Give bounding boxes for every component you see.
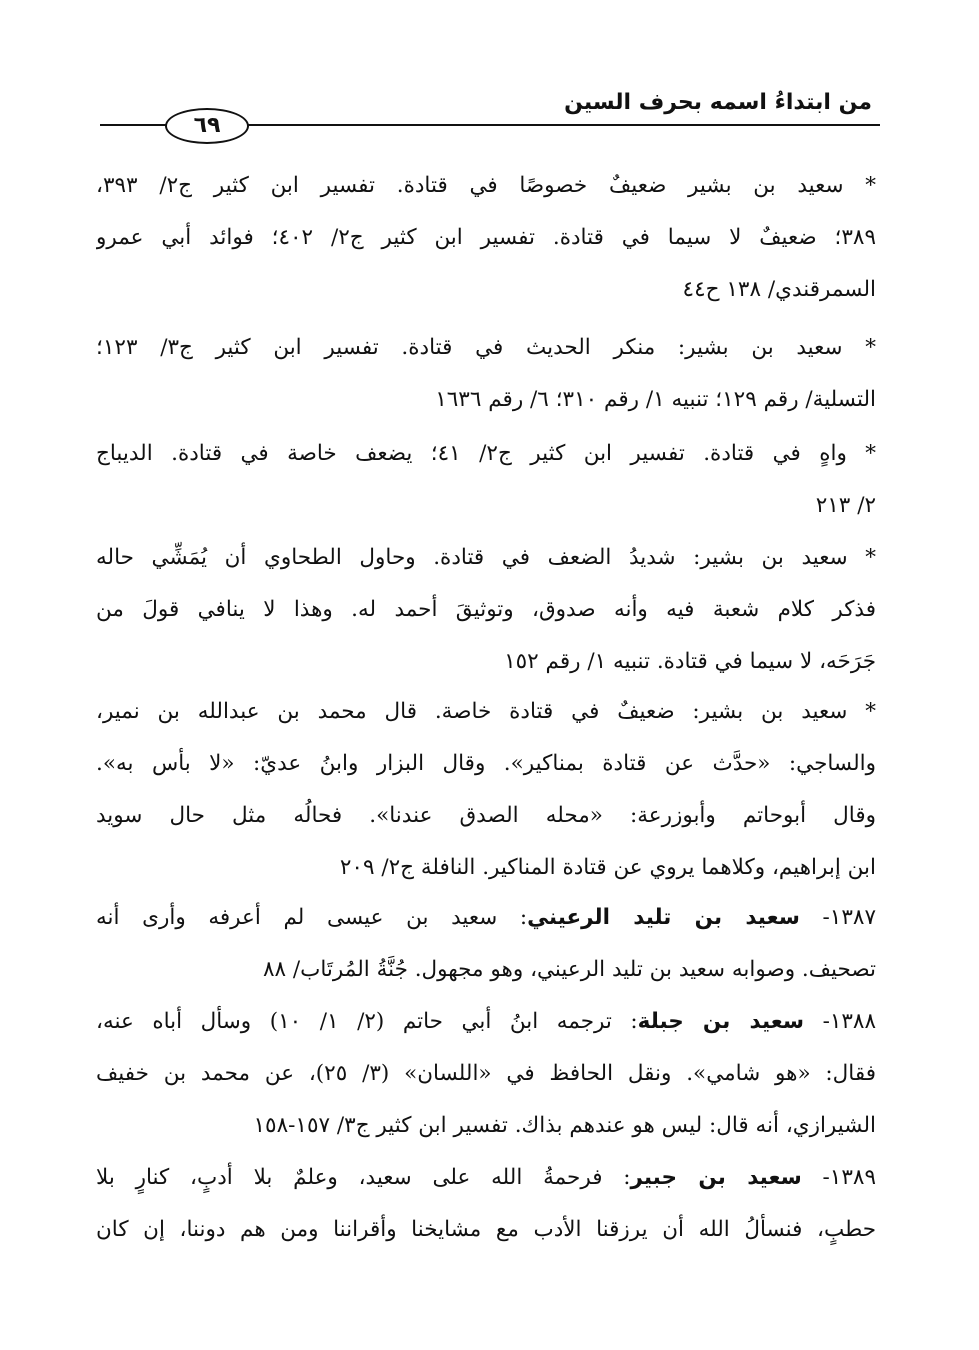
page-header: [100, 86, 880, 146]
text-line: جَرَحَه، لا سيما في قتادة. تنبيه ١/ رقم ١٥٢: [504, 649, 876, 674]
entry-number: ١٣٨٨-: [822, 1009, 876, 1034]
text-line: حطبٍ، فنسألُ الله أن يرزقنا الأدب مع مشايخنا وأقراننا ومن هم دوننا، إن كان: [96, 1217, 876, 1242]
page-number: ٦٩: [165, 108, 249, 144]
text-line: فقال: «هو شامي». ونقل الحافظ في «اللسان» (٣/ ٢٥)، عن محمد بن خفيف: [96, 1061, 876, 1086]
entry-first-line: [96, 996, 876, 1048]
entry-name: سعيد بن جبلة: [637, 1009, 805, 1034]
paragraph-1: [96, 160, 876, 316]
entry-1387: [96, 892, 876, 996]
entry-first-line: [96, 892, 876, 944]
paragraph-3: [96, 428, 876, 532]
text-line: * سعيد بن بشير: شديدُ الضعف في قتادة. وحاول الطحاوي أن يُمَشِّي حاله: [96, 545, 876, 570]
text-line: ٣٨٩؛ ضعيفٌ لا سيما في قتادة. تفسير ابن كثير ج٢/ ٤٠٢؛ فوائد أبي عمرو: [96, 225, 876, 250]
entry-text: : فرحمةُ الله على سعيد، وعلمٌ بلا أدبٍ، كنارٍ بلا: [96, 1165, 631, 1190]
text-line: التسلية/ رقم ١٢٩؛ تنبيه ١/ رقم ٣١٠؛ ٦/ رقم ١٦٣٦: [435, 387, 876, 412]
text-line: ابن إبراهيم، وكلاهما يروي عن قتادة المناكير. النافلة ج٢/ ٢٠٩: [339, 855, 876, 880]
text-line: الشيرازي، أنه قال: ليس هو عندهم بذاك. تفسير ابن كثير ج٣/ ١٥٧-١٥٨: [253, 1113, 876, 1138]
text-line: السمرقندي/ ١٣٨ ح٤٤: [682, 277, 876, 302]
text-line: والساجي: «حدَّث عن قتادة بمناكير». وقال البزار وابنُ عديّ: «لا بأس به».: [96, 751, 876, 776]
entry-1388: [96, 996, 876, 1152]
paragraph-4: [96, 532, 876, 688]
text-line: * واهٍ في قتادة. تفسير ابن كثير ج٢/ ٤١؛ يضعف خاصة في قتادة. الديباج: [96, 441, 876, 466]
running-title: من ابتداءُ اسمه بحرف السين: [564, 90, 872, 115]
paragraph-5: [96, 686, 876, 894]
text-line: ٢/ ٢١٣: [815, 493, 876, 518]
entry-name: سعيد بن جبير: [630, 1165, 802, 1190]
text-line: * سعيد بن بشير: منكر الحديث في قتادة. تفسير ابن كثير ج٣/ ١٢٣؛: [96, 335, 876, 360]
entry-text: : سعيد بن عيسى لم أعرفه وأرى أنه: [96, 905, 528, 930]
entry-number: ١٣٨٧-: [822, 905, 876, 930]
entry-first-line: [96, 1152, 876, 1204]
text-line: فذكر كلام شعبة فيه وأنه صدوق، وتوثيقَ أحمد له. وهذا لا ينافي قولَ من: [96, 597, 876, 622]
paragraph-2: [96, 322, 876, 426]
text-line: * سعيد بن بشير: ضعيفٌ في قتادة خاصة. قال محمد بن عبدالله بن نمير،: [96, 699, 876, 724]
text-line: * سعيد بن بشير ضعيفٌ خصوصًا في قتادة. تفسير ابن كثير ج٢/ ٣٩٣،: [96, 173, 876, 198]
text-line: تصحيف. وصوابه سعيد بن تليد الرعيني، وهو مجهول. جُنَّةُ المُرتَاب/ ٨٨: [262, 957, 876, 982]
entry-number: ١٣٨٩-: [822, 1165, 876, 1190]
entry-name: سعيد بن تليد الرعيني: [527, 905, 800, 930]
text-line: وقال أبوحاتم وأبوزرعة: «محله الصدق عندنا». فحالُه مثل حال سويد: [96, 803, 876, 828]
entry-text: : ترجمه ابنُ أبي حاتم (٢/ ١/ ١٠) وسأل أباه عنه،: [96, 1009, 638, 1034]
entry-1389: [96, 1152, 876, 1256]
